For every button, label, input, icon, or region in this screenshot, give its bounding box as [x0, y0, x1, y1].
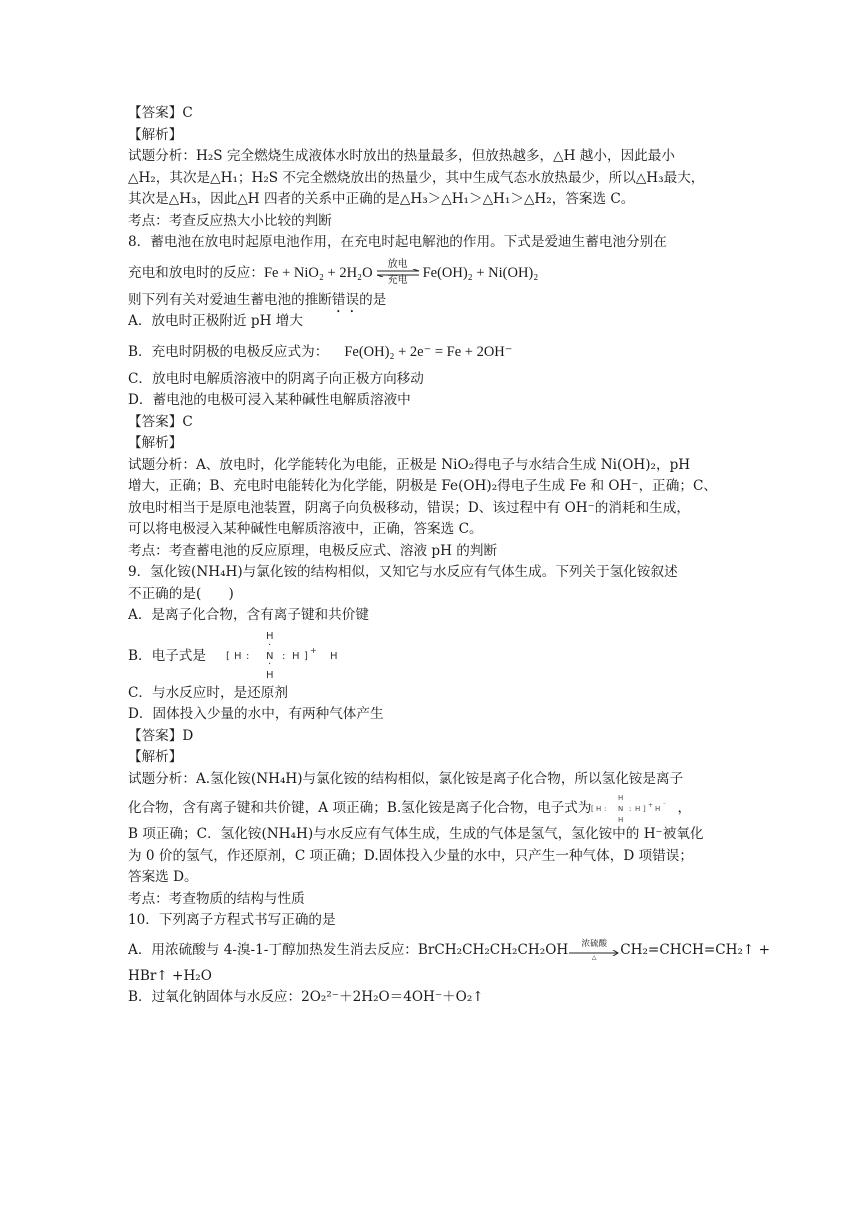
q8-analysis-line-1: 试题分析：A、放电时，化学能转化为电能，正极是 NiO₂得电子与水结合生成 Ni(OH)₂，pH — [128, 456, 691, 473]
q8-option-b — [128, 334, 740, 370]
lewis-h-top: H — [266, 631, 274, 642]
q10-option-a-line-2: HBr↑ +H₂O — [128, 967, 212, 984]
svg-text::: : — [282, 651, 286, 662]
q7-analysis-line-3: 其次是△H₃，因此△H 四者的关系中正确的是△H₃＞△H₁＞△H₁＞△H₂，答案选 C。 — [128, 191, 635, 207]
q8-equation-left: Fe + NiO₂ + 2H₂O — [263, 264, 373, 281]
q8-equation-right: Fe(OH)₂ + Ni(OH)₂ — [422, 264, 539, 281]
svg-text:⁻: ⁻ — [663, 801, 667, 809]
q8-analysis-heading: 【解析】 — [128, 435, 183, 451]
lewis-n: N — [266, 651, 274, 662]
q9-analysis-heading: 【解析】 — [128, 749, 183, 765]
q9-answer: 【答案】D — [128, 727, 194, 744]
q8-option-a: A．放电时正极附近 pH 增大 — [128, 313, 303, 329]
document-page — [128, 104, 771, 1010]
svg-text:·: · — [268, 640, 272, 651]
reversible-arrow-icon — [375, 260, 421, 286]
q9-analysis-line-2 — [128, 791, 740, 825]
svg-text:H: H — [635, 804, 641, 813]
q9-option-b — [128, 628, 740, 684]
lewis-h-bottom: H — [266, 670, 274, 681]
q7-answer: 【答案】C — [128, 105, 193, 121]
arrow-label-heat: △ — [591, 954, 597, 961]
svg-text::: : — [246, 651, 250, 662]
q9-kaodian: 考点：考查物质的结构与性质 — [128, 890, 305, 907]
q9-option-d: D．固体投入少量的水中，有两种气体产生 — [128, 706, 384, 722]
svg-text:]: ] — [643, 804, 647, 813]
svg-text:]: ] — [304, 651, 309, 662]
q8-stem-line-1: 8．蓄电池在放电时起原电池作用，在充电时起电解池的作用。下式是爱迪生蓄电池分别在 — [128, 234, 667, 250]
q9-stem-line-1: 9．氢化铵(NH₄H)与氯化铵的结构相似，又知它与水反应有气体生成。下列关于氢化铵叙述 — [128, 564, 678, 580]
q10-option-a-text: A．用浓硫酸与 4-溴-1-丁醇加热发生消去反应：BrCH₂CH₂CH₂CH₂OH — [128, 941, 569, 958]
q8-reaction-line — [128, 255, 740, 291]
q9-option-b-text: B．电子式是 — [128, 647, 206, 664]
arrow-label-discharge: 放电 — [387, 259, 408, 270]
q8-kaodian: 考点：考查蓄电池的反应原理，电极反应式、溶液 pH 的判断 — [128, 542, 498, 559]
arrow-label-charge: 充电 — [387, 275, 408, 286]
q9-analysis-line-2-tail: ， — [677, 800, 692, 816]
q8-option-d: D．蓄电池的电极可浸入某种碱性电解质溶液中 — [128, 392, 411, 408]
svg-text:H: H — [655, 804, 661, 813]
arrow-label-conc-sulfuric-acid: 浓硫酸 — [581, 939, 607, 949]
svg-text:[: [ — [226, 651, 231, 662]
q7-analysis-line-2: △H₂，其次是△H₁；H₂S 不完全燃烧放出的热量少，其中生成气态水放热最少，所以△H₃最大， — [128, 169, 705, 186]
svg-text:H: H — [618, 793, 624, 802]
q9-option-a: A．是离子化合物，含有离子键和共价键 — [128, 607, 369, 623]
q9-stem-line-2: 不正确的是( ) — [128, 585, 234, 602]
lewis-h-right: H — [292, 651, 300, 662]
q8-stem-text: 则下列有关对爱迪生蓄电池的推断 — [128, 291, 332, 308]
q8-stem-line-2: 充电和放电时的反应： — [128, 264, 264, 281]
q8-option-b-equation: Fe(OH)₂ + 2e⁻ = Fe + 2OH⁻ — [344, 343, 513, 360]
q8-analysis-line-3: 放电时相当于是原电池装置，阴离子向负极移动，错误；D、该过程中有 OH⁻的消耗和生成， — [128, 499, 690, 516]
lewis-charge: + — [310, 646, 317, 655]
svg-text::: : — [604, 804, 607, 813]
q9-analysis-line-2-text: 化合物，含有离子键和共价键，A 项正确；B.氢化铵是离子化合物，电子式为 — [128, 800, 592, 816]
q8-option-c: C．放电时电解质溶液中的阴离子向正极方向移动 — [128, 370, 424, 387]
q10-stem: 10．下列离子方程式书写正确的是 — [128, 912, 336, 928]
q8-analysis-line-4: 可以将电极浸入某种碱性电解质溶液中，正确，答案选 C。 — [128, 521, 483, 537]
svg-text:[: [ — [591, 804, 595, 813]
q9-analysis-line-3: B 项正确；C．氢化铵(NH₄H)与水反应有气体生成，生成的气体是氢气，氢化铵中的 H⁻被氧化 — [128, 826, 704, 842]
lewis-h-anion: H — [330, 651, 338, 662]
ammonium-hydride-lewis-structure — [226, 630, 386, 682]
q7-kaodian: 考点：考查反应热大小比较的判断 — [128, 212, 332, 229]
q10-option-b: B．过氧化钠固体与水反应：2O₂²⁻＋2H₂O＝4OH⁻＋O₂↑ — [128, 989, 484, 1005]
q8-stem-line-3 — [128, 291, 740, 313]
q8-answer: 【答案】C — [128, 413, 193, 430]
q10-option-a-product: CH₂=CHCH=CH₂↑ + — [620, 941, 771, 958]
q8-emphasis-text: 错误 — [331, 291, 360, 308]
svg-text:H: H — [596, 804, 602, 813]
svg-text::: : — [629, 804, 632, 813]
q8-stem-tail: 的是 — [359, 291, 387, 308]
q9-analysis-line-1: 试题分析：A.氢化铵(NH₄H)与氯化铵的结构相似，氯化铵是离子化合物，所以氢化铵是离子 — [128, 770, 684, 787]
q8-analysis-line-2: 增大，正确；B、充电时电能转化为化学能，阴极是 Fe(OH)₂得电子生成 Fe 和 OH⁻，正确；C、 — [128, 478, 717, 494]
q10-option-a-line-1 — [128, 933, 771, 967]
q7-analysis-heading: 【解析】 — [128, 126, 183, 143]
svg-text:·: · — [268, 659, 272, 670]
svg-text:+: + — [648, 801, 654, 809]
lewis-h-left: H — [234, 651, 242, 662]
svg-text:H: H — [618, 815, 624, 824]
ammonium-hydride-lewis-inline — [591, 793, 677, 825]
svg-text:N: N — [618, 804, 624, 813]
q8-option-b-text: B．充电时阴极的电极反应式为： — [128, 343, 329, 360]
q7-analysis-line-1: 试题分析：H₂S 完全燃烧生成液体水时放出的热量最多，但放热越多，△H 越小，因此最小 — [128, 148, 675, 164]
q9-analysis-line-5: 答案选 D。 — [128, 869, 198, 885]
reaction-arrow-icon — [568, 940, 620, 960]
q9-analysis-line-4: 为 0 价的氢气，作还原剂，C 项正确；D.固体投入少量的水中，只产生一种气体，D 项错误； — [128, 847, 693, 864]
q9-option-c: C．与水反应时，是还原剂 — [128, 684, 288, 701]
